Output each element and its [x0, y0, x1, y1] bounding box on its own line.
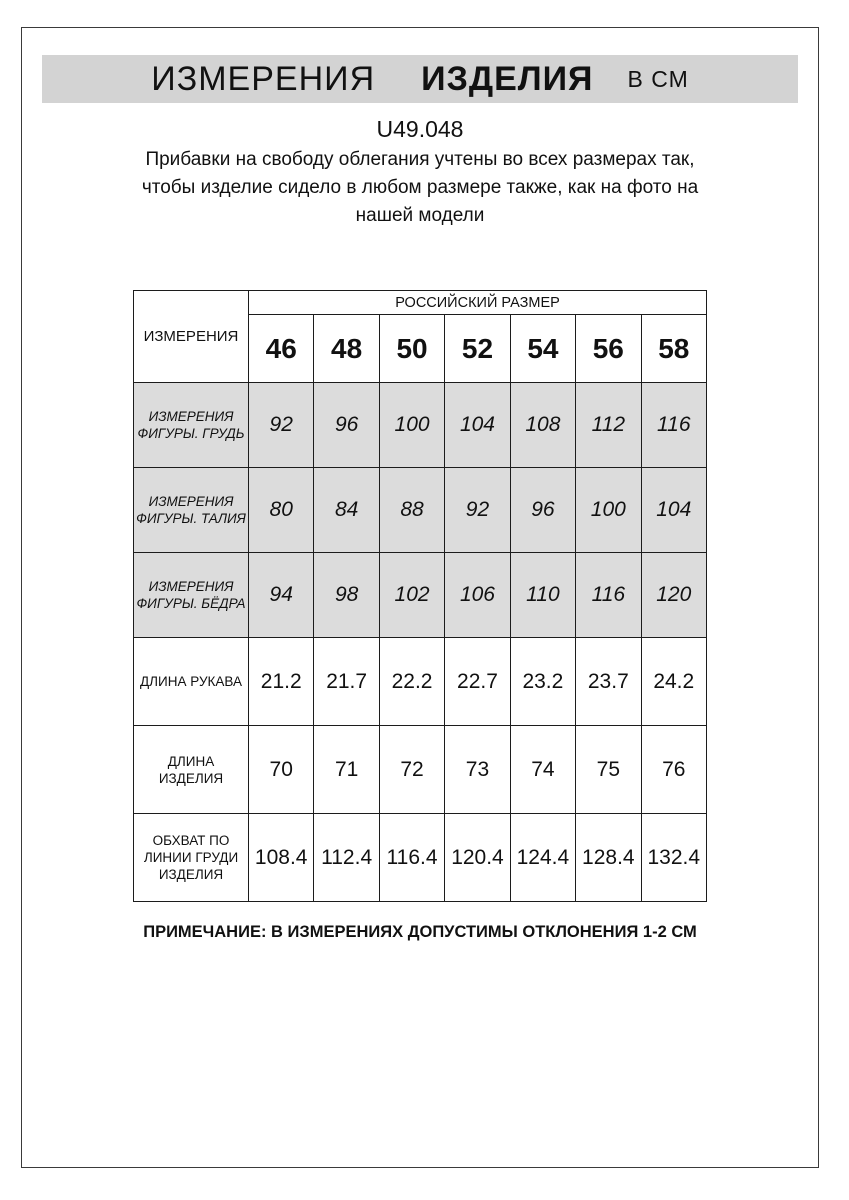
- cell-value: 120: [641, 553, 706, 638]
- table-row: [134, 553, 707, 638]
- cell-value: 124.4: [510, 814, 575, 902]
- cell-value: 96: [510, 468, 575, 553]
- size-table: [133, 290, 707, 902]
- table-row: [134, 468, 707, 553]
- size-header: 54: [510, 315, 575, 383]
- cell-value: 21.2: [249, 638, 314, 726]
- header-title-measurements: ИЗМЕРЕНИЯ: [151, 59, 376, 98]
- corner-header: ИЗМЕРЕНИЯ: [134, 291, 249, 383]
- header-title-product: ИЗДЕЛИЯ: [421, 59, 594, 98]
- cell-value: 104: [445, 383, 510, 468]
- fit-description-line-1: Прибавки на свободу облегания учтены во всех размерах так,: [145, 149, 695, 170]
- cell-value: 23.2: [510, 638, 575, 726]
- cell-value: 108.4: [249, 814, 314, 902]
- cell-value: 80: [249, 468, 314, 553]
- cell-value: 84: [314, 468, 379, 553]
- table-row: [134, 638, 707, 726]
- cell-value: 22.7: [445, 638, 510, 726]
- row-label: ИЗМЕРЕНИЯ ФИГУРЫ. БЁДРА: [134, 553, 249, 638]
- cell-value: 74: [510, 726, 575, 814]
- cell-value: 98: [314, 553, 379, 638]
- table-row: [134, 383, 707, 468]
- cell-value: 96: [314, 383, 379, 468]
- cell-value: 24.2: [641, 638, 706, 726]
- cell-value: 102: [379, 553, 444, 638]
- cell-value: 70: [249, 726, 314, 814]
- cell-value: 104: [641, 468, 706, 553]
- size-header: 52: [445, 315, 510, 383]
- header-unit-label: В СМ: [627, 65, 689, 92]
- cell-value: 116: [576, 553, 641, 638]
- cell-value: 132.4: [641, 814, 706, 902]
- cell-value: 71: [314, 726, 379, 814]
- cell-value: 120.4: [445, 814, 510, 902]
- row-label: ИЗМЕРЕНИЯ ФИГУРЫ. ГРУДЬ: [134, 383, 249, 468]
- page-frame: [21, 27, 819, 1168]
- cell-value: 110: [510, 553, 575, 638]
- cell-value: 88: [379, 468, 444, 553]
- size-group-header: РОССИЙСКИЙ РАЗМЕР: [249, 291, 707, 315]
- group-header-row: [134, 291, 707, 315]
- cell-value: 112: [576, 383, 641, 468]
- cell-value: 92: [249, 383, 314, 468]
- cell-value: 22.2: [379, 638, 444, 726]
- cell-value: 108: [510, 383, 575, 468]
- table-row: [134, 726, 707, 814]
- size-header: 56: [576, 315, 641, 383]
- cell-value: 116.4: [379, 814, 444, 902]
- article-number: U49.048: [376, 116, 464, 142]
- cell-value: 92: [445, 468, 510, 553]
- cell-value: 94: [249, 553, 314, 638]
- size-header: 48: [314, 315, 379, 383]
- row-label: ИЗМЕРЕНИЯ ФИГУРЫ. ТАЛИЯ: [134, 468, 249, 553]
- fit-description-line-3: нашей модели: [355, 205, 485, 226]
- cell-value: 76: [641, 726, 706, 814]
- cell-value: 116: [641, 383, 706, 468]
- cell-value: 128.4: [576, 814, 641, 902]
- row-label: ДЛИНА ИЗДЕЛИЯ: [134, 726, 249, 814]
- cell-value: 73: [445, 726, 510, 814]
- cell-value: 72: [379, 726, 444, 814]
- row-label: ДЛИНА РУКАВА: [134, 638, 249, 726]
- tolerance-note: ПРИМЕЧАНИЕ: В ИЗМЕРЕНИЯХ ДОПУСТИМЫ ОТКЛОНЕНИЯ 1-2 СМ: [143, 923, 697, 941]
- size-header: 50: [379, 315, 444, 383]
- size-header: 58: [641, 315, 706, 383]
- cell-value: 21.7: [314, 638, 379, 726]
- cell-value: 75: [576, 726, 641, 814]
- cell-value: 23.7: [576, 638, 641, 726]
- fit-description: [22, 146, 818, 230]
- cell-value: 100: [576, 468, 641, 553]
- cell-value: 100: [379, 383, 444, 468]
- cell-value: 106: [445, 553, 510, 638]
- header-band: [42, 55, 798, 103]
- table-row: [134, 814, 707, 902]
- row-label: ОБХВАТ ПО ЛИНИИ ГРУДИ ИЗДЕЛИЯ: [134, 814, 249, 902]
- cell-value: 112.4: [314, 814, 379, 902]
- fit-description-line-2: чтобы изделие сидело в любом размере также, как на фото на: [141, 177, 699, 198]
- size-header: 46: [249, 315, 314, 383]
